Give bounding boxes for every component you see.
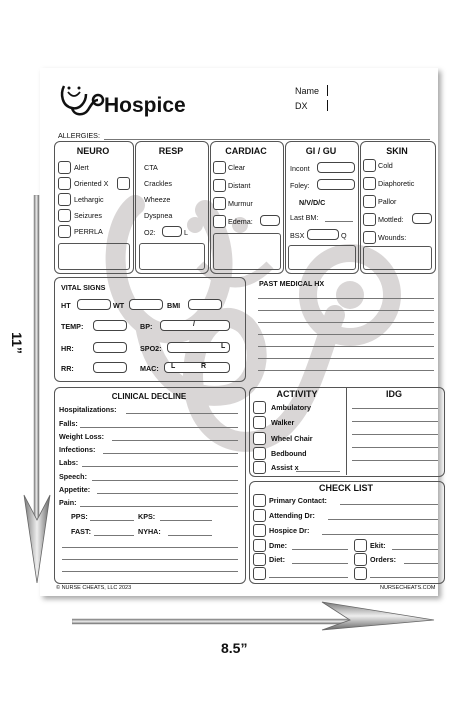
vital-mac-label: MAC: bbox=[140, 364, 159, 373]
vital-mac-right: R bbox=[201, 363, 207, 370]
clinical-notes-line[interactable] bbox=[62, 547, 238, 548]
past-medical-title: PAST MEDICAL HX bbox=[259, 279, 325, 288]
past-medical-line[interactable] bbox=[258, 310, 434, 311]
clinical-appetite-field[interactable] bbox=[97, 493, 238, 494]
gigu-foley-field[interactable] bbox=[317, 179, 355, 190]
checklist-ekit-checkbox[interactable] bbox=[354, 539, 367, 552]
width-arrow-icon bbox=[72, 598, 437, 632]
skin-notes-field[interactable] bbox=[363, 246, 432, 270]
checklist-attending-label: Attending Dr: bbox=[269, 511, 315, 520]
cardiac-murmur-label: Murmur bbox=[228, 199, 253, 208]
clinical-falls-field[interactable] bbox=[80, 427, 238, 428]
clinical-weight-loss-field[interactable] bbox=[112, 440, 238, 441]
past-medical-line[interactable] bbox=[258, 370, 434, 371]
resp-o2-field[interactable] bbox=[162, 226, 182, 237]
name-field[interactable] bbox=[327, 85, 328, 96]
clinical-kps-field[interactable] bbox=[160, 520, 212, 521]
checklist-diet-checkbox[interactable] bbox=[253, 553, 266, 566]
checklist-hospice-dr-label: Hospice Dr: bbox=[269, 526, 310, 535]
vital-rr-field[interactable] bbox=[93, 362, 127, 373]
clinical-nyha-label: NYHA: bbox=[138, 527, 161, 536]
past-medical-line[interactable] bbox=[258, 346, 434, 347]
vital-wt-label: WT bbox=[113, 301, 125, 310]
gigu-incont-field[interactable] bbox=[317, 162, 355, 173]
clinical-fast-field[interactable] bbox=[94, 535, 134, 536]
activity-assist-field[interactable] bbox=[296, 471, 340, 472]
activity-assist-checkbox[interactable] bbox=[253, 461, 266, 474]
checklist-primary-contact-label: Primary Contact: bbox=[269, 496, 327, 505]
gigu-bsx-field[interactable] bbox=[307, 229, 339, 240]
clinical-pps-field[interactable] bbox=[90, 520, 134, 521]
clinical-labs-label: Labs: bbox=[59, 458, 79, 467]
skin-wounds-checkbox[interactable] bbox=[363, 231, 376, 244]
checklist-dme-label: Dme: bbox=[269, 541, 287, 550]
activity-walker-checkbox[interactable] bbox=[253, 416, 266, 429]
checklist-hospice-dr-field[interactable] bbox=[322, 534, 438, 535]
clinical-decline-title: CLINICAL DECLINE bbox=[111, 392, 187, 401]
neuro-lethargic-label: Lethargic bbox=[74, 195, 104, 204]
idg-line[interactable] bbox=[352, 408, 438, 409]
neuro-notes-field[interactable] bbox=[58, 243, 130, 270]
clinical-speech-field[interactable] bbox=[92, 480, 238, 481]
cardiac-distant-checkbox[interactable] bbox=[213, 179, 226, 192]
checklist-extra-field[interactable] bbox=[370, 577, 438, 578]
resp-notes-field[interactable] bbox=[139, 243, 205, 270]
cardiac-distant-label: Distant bbox=[228, 181, 251, 190]
vital-bmi-field[interactable] bbox=[188, 299, 222, 310]
activity-bedbound-label: Bedbound bbox=[271, 449, 307, 458]
page-title: Hospice bbox=[104, 94, 186, 117]
idg-line[interactable] bbox=[352, 421, 438, 422]
height-arrow-icon bbox=[22, 195, 52, 585]
vital-wt-field[interactable] bbox=[129, 299, 163, 310]
gigu-q-label: Q bbox=[341, 231, 347, 240]
cardiac-title: CARDIAC bbox=[225, 146, 267, 156]
clinical-hospitalizations-label: Hospitalizations: bbox=[59, 405, 117, 414]
cardiac-murmur-checkbox[interactable] bbox=[213, 197, 226, 210]
checklist-orders-field[interactable] bbox=[404, 563, 438, 564]
vital-spo2-unit: L bbox=[221, 343, 226, 350]
gigu-bsx-label: BSX bbox=[290, 231, 305, 240]
clinical-pps-label: PPS: bbox=[71, 512, 88, 521]
cardiac-clear-label: Clear bbox=[228, 163, 246, 172]
checklist-extra-field[interactable] bbox=[269, 577, 348, 578]
vital-bp-separator: / bbox=[193, 321, 195, 328]
cardiac-clear-checkbox[interactable] bbox=[213, 161, 226, 174]
checklist-hospice-dr-checkbox[interactable] bbox=[253, 524, 266, 537]
checklist-extra-checkbox[interactable] bbox=[253, 567, 266, 580]
neuro-lethargic-checkbox[interactable] bbox=[58, 193, 71, 206]
skin-pallor-label: Pallor bbox=[378, 197, 397, 206]
activity-ambulatory-label: Ambulatory bbox=[271, 403, 311, 412]
activity-bedbound-checkbox[interactable] bbox=[253, 447, 266, 460]
skin-title: SKIN bbox=[386, 146, 408, 156]
gigu-foley-label: Foley: bbox=[290, 181, 310, 190]
activity-ambulatory-checkbox[interactable] bbox=[253, 401, 266, 414]
cardiac-notes-field[interactable] bbox=[213, 233, 281, 270]
allergies-label: ALLERGIES: bbox=[58, 131, 100, 140]
vital-temp-label: TEMP: bbox=[61, 322, 84, 331]
clinical-speech-label: Speech: bbox=[59, 472, 87, 481]
name-label: Name bbox=[295, 86, 320, 96]
neuro-alert-checkbox[interactable] bbox=[58, 161, 71, 174]
activity-assist-label: Assist x bbox=[271, 463, 299, 472]
past-medical-line[interactable] bbox=[258, 322, 434, 323]
gigu-notes-field[interactable] bbox=[288, 245, 356, 270]
checklist-primary-contact-checkbox[interactable] bbox=[253, 494, 266, 507]
footer-copyright: © NURSE CHEATS, LLC 2023 bbox=[56, 585, 132, 591]
skin-diaphoretic-label: Diaphoretic bbox=[378, 179, 415, 188]
checklist-orders-checkbox[interactable] bbox=[354, 553, 367, 566]
checklist-extra-checkbox[interactable] bbox=[354, 567, 367, 580]
checklist-dme-checkbox[interactable] bbox=[253, 539, 266, 552]
resp-dyspnea-label: Dyspnea bbox=[144, 211, 173, 220]
footer-website: NURSECHEATS.COM bbox=[380, 585, 436, 591]
resp-o2-unit: L bbox=[184, 228, 188, 237]
neuro-title: NEURO bbox=[76, 146, 110, 156]
checklist-primary-contact-field[interactable] bbox=[340, 504, 438, 505]
idg-line[interactable] bbox=[352, 447, 438, 448]
vital-rr-label: RR: bbox=[61, 364, 74, 373]
width-dimension-label: 8.5” bbox=[221, 640, 248, 656]
skin-cold-checkbox[interactable] bbox=[363, 159, 376, 172]
neuro-seizures-label: Seizures bbox=[74, 211, 102, 220]
activity-title: ACTIVITY bbox=[276, 389, 318, 399]
checklist-ekit-field[interactable] bbox=[392, 549, 438, 550]
clinical-falls-label: Falls: bbox=[59, 419, 78, 428]
vital-hr-field[interactable] bbox=[93, 342, 127, 353]
resp-crackles-label: Crackles bbox=[144, 179, 172, 188]
vital-temp-field[interactable] bbox=[93, 320, 127, 331]
skin-wounds-label: Wounds: bbox=[378, 233, 407, 242]
neuro-oriented-checkbox[interactable] bbox=[58, 177, 71, 190]
checklist-attending-checkbox[interactable] bbox=[253, 509, 266, 522]
vital-bp-label: BP: bbox=[140, 322, 153, 331]
gigu-last-bm-field[interactable] bbox=[325, 221, 353, 222]
smiling-stethoscope-logo-icon bbox=[58, 80, 106, 118]
neuro-oriented-count-box[interactable] bbox=[117, 177, 130, 190]
skin-mottled-checkbox[interactable] bbox=[363, 213, 376, 226]
gigu-incont-label: Incont bbox=[290, 164, 310, 173]
activity-wheelchair-checkbox[interactable] bbox=[253, 432, 266, 445]
clinical-pain-label: Pain: bbox=[59, 498, 77, 507]
clinical-fast-label: FAST: bbox=[71, 527, 91, 536]
neuro-seizures-checkbox[interactable] bbox=[58, 209, 71, 222]
skin-pallor-checkbox[interactable] bbox=[363, 195, 376, 208]
activity-walker-label: Walker bbox=[271, 418, 295, 427]
resp-o2-label: O2: bbox=[144, 228, 156, 237]
vital-bmi-label: BMI bbox=[167, 301, 181, 310]
vital-hr-label: HR: bbox=[61, 344, 74, 353]
skin-mottled-field[interactable] bbox=[412, 213, 432, 224]
idg-line[interactable] bbox=[352, 460, 438, 461]
resp-wheeze-label: Wheeze bbox=[144, 195, 171, 204]
checklist-diet-field[interactable] bbox=[292, 563, 348, 564]
gigu-title: GI / GU bbox=[305, 146, 337, 156]
past-medical-line[interactable] bbox=[258, 298, 434, 299]
idg-line[interactable] bbox=[352, 434, 438, 435]
clinical-hospitalizations-field[interactable] bbox=[126, 413, 238, 414]
checklist-attending-field[interactable] bbox=[328, 519, 438, 520]
skin-mottled-label: Mottled: bbox=[378, 215, 404, 224]
allergies-field[interactable] bbox=[104, 139, 430, 140]
idg-title: IDG bbox=[385, 389, 402, 399]
past-medical-line[interactable] bbox=[258, 334, 434, 335]
cardiac-edema-label: Edema: bbox=[228, 217, 253, 226]
cardiac-edema-checkbox[interactable] bbox=[213, 215, 226, 228]
clinical-infections-field[interactable] bbox=[103, 453, 238, 454]
clinical-nyha-field[interactable] bbox=[168, 535, 212, 536]
clinical-appetite-label: Appetite: bbox=[59, 485, 91, 494]
gigu-nvdc-label: N/V/D/C bbox=[299, 198, 326, 207]
dx-field[interactable] bbox=[327, 100, 328, 111]
neuro-perrla-checkbox[interactable] bbox=[58, 225, 71, 238]
skin-diaphoretic-checkbox[interactable] bbox=[363, 177, 376, 190]
activity-wheelchair-label: Wheel Chair bbox=[271, 434, 313, 443]
dx-label: DX bbox=[295, 101, 308, 111]
checklist-ekit-label: Ekit: bbox=[370, 541, 386, 550]
vital-bp-field[interactable] bbox=[160, 320, 230, 331]
activity-idg-divider bbox=[346, 387, 347, 475]
vital-ht-field[interactable] bbox=[77, 299, 111, 310]
neuro-perrla-label: PERRLA bbox=[74, 227, 103, 236]
neuro-alert-label: Alert bbox=[74, 163, 89, 172]
checklist-title: CHECK LIST bbox=[319, 483, 373, 493]
clinical-notes-line[interactable] bbox=[62, 571, 238, 572]
checklist-diet-label: Diet: bbox=[269, 555, 285, 564]
height-dimension-label: 11” bbox=[8, 332, 25, 354]
resp-cta-label: CTA bbox=[144, 163, 158, 172]
clinical-labs-field[interactable] bbox=[82, 466, 238, 467]
vital-ht-label: HT bbox=[61, 301, 71, 310]
past-medical-line[interactable] bbox=[258, 358, 434, 359]
neuro-oriented-label: Oriented X bbox=[74, 179, 109, 188]
clinical-infections-label: Infections: bbox=[59, 445, 96, 454]
clinical-weight-loss-label: Weight Loss: bbox=[59, 432, 104, 441]
cardiac-edema-field[interactable] bbox=[260, 215, 280, 226]
clinical-notes-line[interactable] bbox=[62, 559, 238, 560]
resp-title: RESP bbox=[158, 146, 184, 156]
vital-signs-title: VITAL SIGNS bbox=[61, 283, 106, 292]
checklist-dme-field[interactable] bbox=[292, 549, 348, 550]
vital-spo2-label: SPO2: bbox=[140, 344, 162, 353]
checklist-orders-label: Orders: bbox=[370, 555, 396, 564]
skin-cold-label: Cold bbox=[378, 161, 393, 170]
gigu-last-bm-label: Last BM: bbox=[290, 213, 319, 222]
vital-mac-left: L bbox=[171, 363, 176, 370]
clinical-pain-field[interactable] bbox=[80, 506, 238, 507]
clinical-kps-label: KPS: bbox=[138, 512, 156, 521]
